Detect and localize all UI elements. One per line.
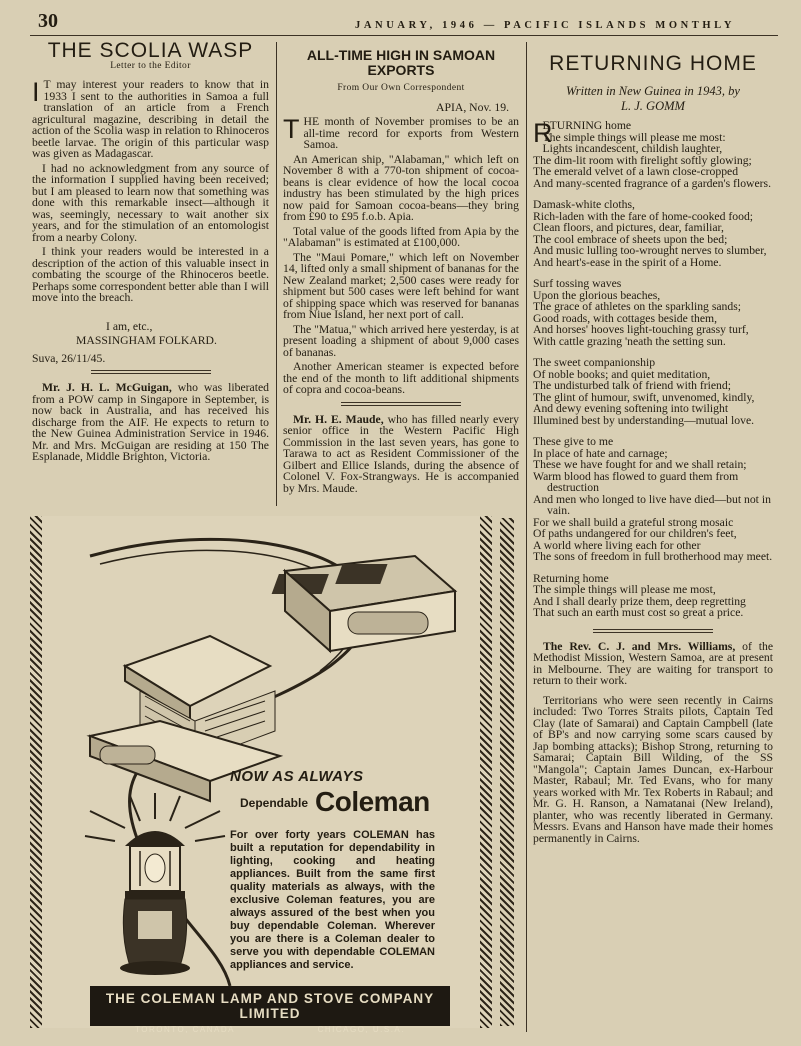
poem-author: Written in New Guinea in 1943, by L. J. GOMM: [566, 84, 740, 113]
section-rule: [341, 402, 461, 406]
personal-notes: [533, 641, 773, 845]
poem-line: And horses' hooves light-touching grassy turf,: [533, 323, 749, 336]
poem-returning-home: [533, 52, 773, 847]
poem-line: Returning home: [533, 571, 609, 585]
company-locations: TORONTO, CANADA CHICAGO, U.S.A.: [135, 1025, 405, 1034]
place-date: Suva, 26/11/45.: [32, 351, 106, 365]
poem-stanza: [533, 357, 773, 426]
paragraph: I think your readers would be interested in a description of the action of this valuable insect in combating the scourge of the Rhinoceros beetle. Perhaps some correspondent better able than I will move into the breach.: [32, 245, 269, 304]
paragraph: The "Maui Pomare," which left on November 14, lifted only a small shipment of bananas for the New Zealand market; 2,500 cases were ready for shipment but 500 cases were left behind for want of shipping space which was reserved for bananas from Niue Island, her next port of call.: [283, 250, 519, 321]
poem-line: With cattle grazing 'neath the setting sun.: [533, 334, 726, 348]
paragraph: An American ship, "Alabaman," which left on November 8 with a 770-ton shipment of cocoa-beans is clear evidence of how the local cocoa industry has been stimulated by the high prices now paid for Samoan cocoa-beans—they bring from £90 to £95 f.o.b. Apia.: [283, 152, 519, 223]
article-scolia-wasp: [32, 39, 270, 466]
section-rule: [91, 370, 211, 374]
poem-line: A world where living each for other: [533, 538, 701, 552]
poem-line: These we have fought for and we shall retain;: [533, 458, 747, 471]
coleman-advertisement: [30, 516, 492, 1034]
poem-line: ETURNING home: [542, 119, 632, 132]
poem-line: And I shall dearly prize them, deep regretting: [533, 594, 746, 608]
poem-line: And many-scented fragrance of a garden's flowers.: [533, 176, 772, 190]
poem-line: The simple things will please me most:: [542, 130, 726, 144]
poem-stanza: [533, 573, 773, 619]
poem-line: The emerald velvet of a lawn close-cropped: [533, 165, 739, 178]
paragraph: The Rev. C. J. and Mrs. Williams, of the Methodist Mission, Western Samoa, are at present in Melbourne. They are waiting for transport to return to their work.: [533, 639, 774, 687]
paragraph: I had no acknowledgment from any source of the information I supplied having been received; but I am pleased to learn now that something was done with this remarkable insect—although it was, seemingly, necessary to wait another six years, and for the stimulation of an entomologist from a nearby Colony.: [32, 161, 269, 244]
poem-line: Of paths undangered for our children's feet,: [533, 527, 737, 540]
article-subtitle: From Our Own Correspondent: [337, 83, 465, 93]
paragraph: Territorians who were seen recently in Cairns included: Two Torres Straits pilots, Captain Ted Clay (late of Samarai) and Captain Campbell (late of BP's and now carrying some scars caused by Jap bombing attacks); Bishop Strong, returning to Samarai; Captain Bill Wilding, of the SS "Mangola"; Captain James Duncan, ex-Harbour Master, Rabaul; Mr. Ted Evans, who for many years worked with Mr. Tex Roberts in Rabaul; and Mr. G. H. Ranson, a Namatanai (New Ireland), planter, who was recently liberated in Germany. Messrs. Evans and Hanson have made their homes permanently in Cairns.: [533, 693, 773, 845]
poem-line: And music lulling too-wrought nerves to slumber,: [533, 244, 767, 257]
poem-line: Damask-white cloths,: [533, 198, 635, 211]
paragraph: Mr. H. E. Maude, who has filled nearly every senior office in the Western Pacific High Commission in the last seven years, has gone to Tarawa to act as Resident Commissioner of the Gilbert and Ellice Islands, during the absence of Colonel V. Fox-Strangways. He is accompanied by Mrs. Maude.: [283, 412, 520, 495]
article-samoan-exports: [283, 48, 519, 497]
ad-headline: NOW AS ALWAYS: [230, 768, 364, 785]
paragraph: THE month of November promises to be an all-time record for exports from Western Samoa.: [283, 114, 519, 151]
poem-stanza: [533, 199, 773, 268]
coleman-lantern-icon: [85, 793, 225, 975]
drop-cap: T: [283, 114, 300, 144]
poem-line: Rich-laden with the fare of home-cooked food;: [533, 209, 754, 223]
poem-line: Surf tossing waves: [533, 277, 622, 290]
poem-line: The sweet companionship: [533, 356, 656, 369]
company-name: THE COLEMAN LAMP AND STOVE COMPANY LIMITED: [105, 991, 435, 1021]
poem-line: Good roads, with cottages beside them,: [533, 311, 718, 325]
ad-company-banner: [90, 986, 450, 1034]
poem-line: And heart's-ease in the spirit of a Home.: [533, 255, 722, 269]
ad-border-strip: [500, 518, 514, 1026]
section-rule: [593, 629, 713, 633]
page-number: 30: [38, 10, 58, 32]
poem-stanza: [533, 120, 773, 189]
paragraph: Mr. J. H. L. McGuigan, who was liberated from a POW camp in Singapore in September, is now back in Australia, and has received his discharge from the AIF. He expects to return to the New Guinea Administration Service in 1946. Mr. and Mrs. McGuigan are residing at 150 The Esplanade, Middle Brighton, Victoria.: [32, 381, 270, 463]
poem-line: Of noble books; and quiet meditation,: [533, 367, 711, 381]
poem-line: The grace of athletes on the sparkling sands;: [533, 300, 742, 313]
article-title: THE SCOLIA WASP: [47, 39, 254, 62]
poem-line: Upon the glorious beaches,: [533, 288, 661, 302]
ad-body-copy: For over forty years COLEMAN has built a reputation for dependability in lighting, cooking and heating appliances. Built from the same first quality materials as always, with the exclusive Coleman features, you are always assured of the best when you buy dependable Coleman. Wherever you are there is a Coleman dealer to serve you with dependable COLEMAN appliances and service.: [230, 829, 435, 971]
header-rule: [30, 35, 778, 36]
paragraph: Total value of the goods lifted from Apia by the "Alabaman" is estimated at £100,000.: [283, 224, 519, 249]
poem-stanza: [533, 278, 773, 347]
column-divider: [276, 42, 277, 506]
poem-line: These give to me: [533, 435, 614, 448]
poem-line: The cool embrace of sheets upon the bed;: [533, 232, 728, 246]
poem-line: For we shall build a grateful strong mosaic: [533, 515, 734, 529]
poem-title: RETURNING HOME: [549, 52, 757, 75]
dateline: APIA, Nov. 19.: [436, 100, 509, 114]
paragraph: Another American steamer is expected before the end of the month to lift additional shipments of copra and cocoa-beans.: [283, 360, 519, 396]
poem-line: The sons of freedom in full brotherhood may meet.: [533, 550, 773, 563]
paragraph: The "Matua," which arrived here yesterday, is at present loading a shipment of about 9,000 cases of bananas.: [283, 322, 519, 359]
poem-line: The simple things will please me most,: [533, 583, 716, 596]
article-subtitle: Letter to the Editor: [110, 60, 191, 71]
signature: MASSINGHAM FOLKARD.: [76, 334, 217, 347]
poem-line: Clean floors, and pictures, dear, familiar,: [533, 221, 724, 234]
poem-line: The glint of humour, swift, unvenomed, kindly,: [533, 390, 755, 404]
poem-body: [533, 120, 773, 619]
column-divider: [526, 42, 527, 1032]
signoff: I am, etc.,: [106, 319, 153, 333]
poem-line: Warm blood has flowed to guard them from destruction: [533, 469, 739, 494]
camp-stove-small-icon: [272, 556, 455, 651]
poem-line: The dim-lit room with firelight softly glowing;: [533, 153, 752, 167]
poem-line: Illumined best by understanding—mutual love.: [533, 413, 755, 427]
paragraph: I T may interest your readers to know that in 1933 I sent to the authorities in Samoa a full translation of an article from a French agricultural magazine, describing in detail the action of the Scolia wasp in relation to Rhinoceros beetle larvae. The origin of this particular wasp was given as Madagascar.: [32, 77, 269, 160]
poem-stanza: [533, 436, 773, 563]
poem-line: And dewy evening softening into twilight: [533, 402, 729, 415]
ad-dependable: Dependable: [240, 796, 309, 810]
drop-cap: I: [32, 77, 40, 107]
poem-line: Lights incandescent, childish laughter,: [542, 142, 723, 155]
running-head: JANUARY, 1946 — PACIFIC ISLANDS MONTHLY: [355, 20, 736, 31]
coleman-logo: Coleman: [315, 786, 430, 817]
poem-line: In place of hate and carnage;: [533, 446, 668, 460]
poem-line: And men who longed to live have died—but not in vain.: [533, 492, 771, 517]
article-title: ALL-TIME HIGH IN SAMOAN EXPORTS: [306, 47, 496, 78]
poem-line: That such an earth must cost so great a price.: [533, 606, 744, 619]
drop-cap: R: [533, 118, 553, 148]
poem-line: The undisturbed talk of friend with friend;: [533, 379, 731, 392]
